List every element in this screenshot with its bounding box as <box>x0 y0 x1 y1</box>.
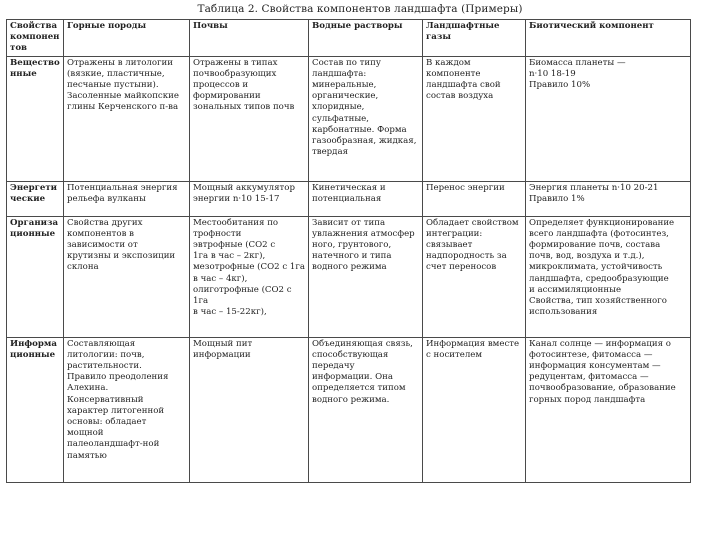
table-cell: Объединяющая связь, способствующая передачу информации. Она определяется типом водного режима. <box>309 337 423 482</box>
table-cell: Информация вместе с носителем <box>423 337 526 482</box>
table-cell: Состав по типу ландшафта: минеральные, органические, хлоридные, сульфатные, карбонатные. Форма газообразная, жидкая, твердая <box>309 56 423 181</box>
row-label: Энергети ческие <box>7 181 64 216</box>
table-cell: Перенос энергии <box>423 181 526 216</box>
table-cell: Биомасса планеты — n·10 18-19 Правило 10% <box>526 56 691 181</box>
table-cell: Энергия планеты n·10 20-21 Правило 1% <box>526 181 691 216</box>
header-cell: Горные породы <box>64 20 190 57</box>
table-cell: Свойства других компонентов в зависимости от крутизны и экспозиции склона <box>64 216 190 337</box>
table-cell: Отражены в типах почвообразующих процессов и формировании зональных типов почв <box>190 56 309 181</box>
table-cell: В каждом компоненте ландшафта свой состав воздуха <box>423 56 526 181</box>
table-header-row <box>7 20 691 57</box>
table-cell: Канал солнце — информация о фотосинтезе, фитомасса — информация консументам — редуцентам, фитомасса — почвообразование, образование горных пород ландшафта <box>526 337 691 482</box>
row-label: Организа ционные <box>7 216 64 337</box>
table-row <box>7 216 691 337</box>
table-cell: Определяет функционирование всего ландшафта (фотосинтез, формирование почв, состава почв, вод, воздуха и т.д.), микроклимата, устойчивость ландшафта, средообразующие и ассимиляционные Свойства, тип хозяйственного использования <box>526 216 691 337</box>
table-row <box>7 337 691 482</box>
table-cell: Местообитания по трофности эвтрофные (СО2 с 1га в час – 2кг), мезотрофные (СО2 с 1га в час – 4кг), олиготрофные (СО2 с 1га в час – 15-22кг), <box>190 216 309 337</box>
table-cell: Обладает свойством интеграции: связывает надпородность за счет переносов <box>423 216 526 337</box>
table-cell: Составляющая литологии: почв, растительности. Правило преодоления Алехина. Консервативный характер литогенной основы: обладает мощной палеоландшафт-ной памятью <box>64 337 190 482</box>
table-cell: Зависит от типа увлажнения атмосфер ного, грунтового, натечного и типа водного режима <box>309 216 423 337</box>
page-title: Таблица 2. Свойства компонентов ландшафта (Примеры) <box>197 3 523 15</box>
table-cell: Мощный аккумулятор энергии n·10 15-17 <box>190 181 309 216</box>
row-label: Вещество нные <box>7 56 64 181</box>
table-cell: Мощный пит информации <box>190 337 309 482</box>
properties-table <box>6 19 691 483</box>
header-cell: Свойства компонен тов <box>7 20 64 57</box>
table-cell: Кинетическая и потенциальная <box>309 181 423 216</box>
table-row <box>7 56 691 181</box>
header-cell: Почвы <box>190 20 309 57</box>
header-cell: Ландшафтные газы <box>423 20 526 57</box>
table-cell: Отражены в литологии (вязкие, пластичные, песчаные пустыни). Засоленные майкопские глины Керченского п-ва <box>64 56 190 181</box>
row-label: Информа ционные <box>7 337 64 482</box>
table-cell: Потенциальная энергия рельефа вулканы <box>64 181 190 216</box>
header-cell: Биотический компонент <box>526 20 691 57</box>
header-cell: Водные растворы <box>309 20 423 57</box>
table-row <box>7 181 691 216</box>
